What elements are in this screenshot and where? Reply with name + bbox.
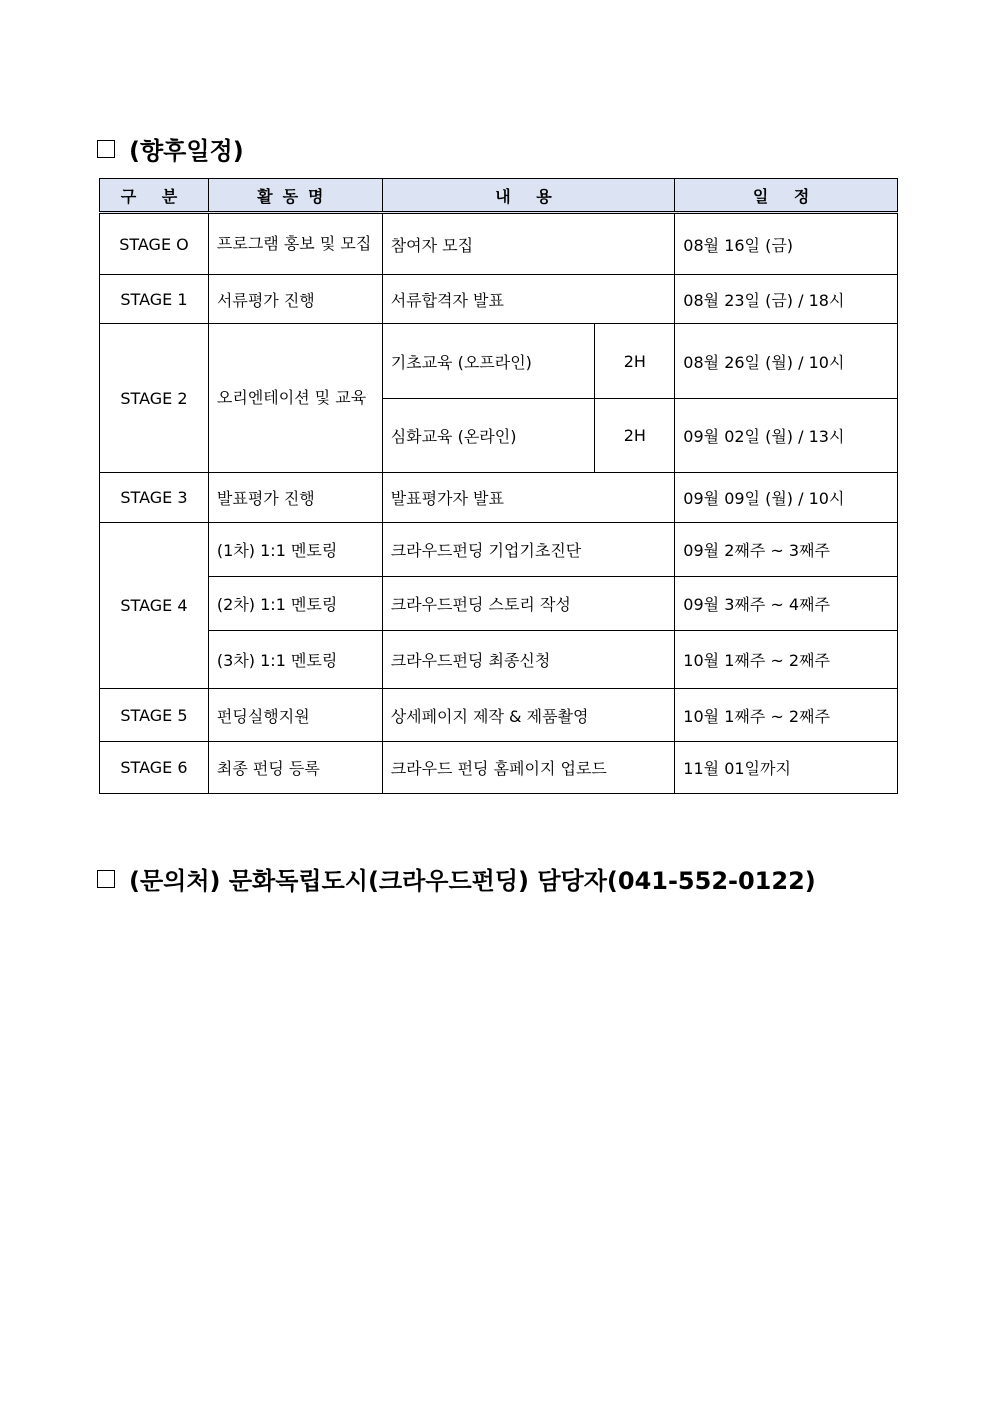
stage-cell: STAGE 2: [100, 324, 209, 473]
schedule-cell: 09월 09일 (월) / 10시: [675, 473, 898, 523]
table-row: [100, 631, 898, 689]
schedule-cell: 09월 3째주 ~ 4째주: [675, 577, 898, 631]
stage-cell: STAGE 4: [100, 523, 209, 689]
schedule-cell: 11월 01일까지: [675, 742, 898, 794]
checkbox-square-icon: [97, 870, 115, 888]
content-cell: 참여자 모집: [382, 213, 675, 275]
content-cell: 서류합격자 발표: [382, 275, 675, 324]
table-row: [100, 473, 898, 523]
stage-cell: STAGE 3: [100, 473, 209, 523]
contact-heading: [97, 861, 816, 896]
content-cell: 발표평가자 발표: [382, 473, 675, 523]
schedule-heading-text: (향후일정): [129, 137, 244, 165]
schedule-cell: 10월 1째주 ~ 2째주: [675, 631, 898, 689]
activity-cell: 발표평가 진행: [208, 473, 382, 523]
table-row: [100, 742, 898, 794]
content-cell: 크라우드펀딩 최종신청: [382, 631, 675, 689]
table-header-row: [100, 179, 898, 213]
header-content: 내 용: [382, 179, 675, 213]
schedule-heading: [97, 131, 244, 166]
contact-heading-text: (문의처) 문화독립도시(크라우드펀딩) 담당자(041-552-0122): [129, 867, 816, 895]
table-row: [100, 577, 898, 631]
checkbox-square-icon: [97, 140, 115, 158]
schedule-cell: 08월 23일 (금) / 18시: [675, 275, 898, 324]
table-row: [100, 324, 898, 399]
header-activity: 활동명: [208, 179, 382, 213]
activity-cell: (3차) 1:1 멘토링: [208, 631, 382, 689]
schedule-cell: 08월 26일 (월) / 10시: [675, 324, 898, 399]
header-schedule: 일 정: [675, 179, 898, 213]
stage-cell: STAGE 5: [100, 689, 209, 742]
table-row: [100, 213, 898, 275]
activity-cell: 서류평가 진행: [208, 275, 382, 324]
activity-cell: (1차) 1:1 멘토링: [208, 523, 382, 577]
activity-cell: (2차) 1:1 멘토링: [208, 577, 382, 631]
schedule-cell: 10월 1째주 ~ 2째주: [675, 689, 898, 742]
content-cell: 심화교육 (온라인): [382, 399, 595, 473]
content-cell: 상세페이지 제작 & 제품촬영: [382, 689, 675, 742]
table-row: [100, 523, 898, 577]
schedule-cell: 08월 16일 (금): [675, 213, 898, 275]
schedule-cell: 09월 02일 (월) / 13시: [675, 399, 898, 473]
stage-cell: STAGE 6: [100, 742, 209, 794]
schedule-cell: 09월 2째주 ~ 3째주: [675, 523, 898, 577]
activity-cell: 최종 펀딩 등록: [208, 742, 382, 794]
hours-cell: 2H: [595, 324, 675, 399]
content-cell: 크라우드펀딩 스토리 작성: [382, 577, 675, 631]
activity-cell: 오리엔테이션 및 교육: [208, 324, 382, 473]
activity-cell: 프로그램 홍보 및 모집: [208, 213, 382, 275]
table-row: [100, 275, 898, 324]
content-cell: 크라우드펀딩 기업기초진단: [382, 523, 675, 577]
content-cell: 기초교육 (오프라인): [382, 324, 595, 399]
content-cell: 크라우드 펀딩 홈페이지 업로드: [382, 742, 675, 794]
table-row: [100, 689, 898, 742]
schedule-table: [99, 178, 898, 794]
hours-cell: 2H: [595, 399, 675, 473]
activity-cell: 펀딩실행지원: [208, 689, 382, 742]
header-category: 구 분: [100, 179, 209, 213]
stage-cell: STAGE O: [100, 213, 209, 275]
stage-cell: STAGE 1: [100, 275, 209, 324]
